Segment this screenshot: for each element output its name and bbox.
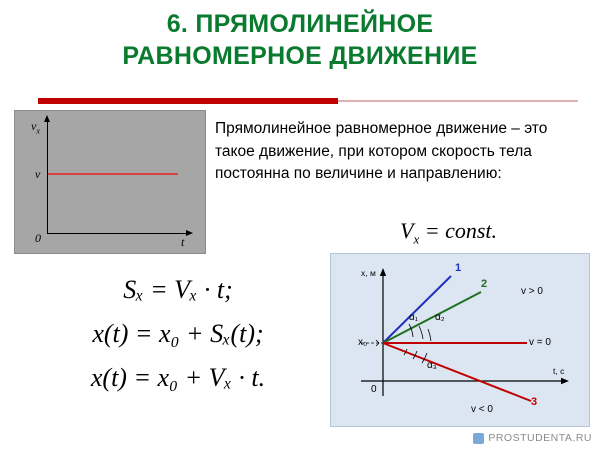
coordinate-graph-x-label: t, c	[553, 366, 565, 376]
legend-v-negative: v < 0	[471, 404, 493, 415]
title-divider	[38, 98, 578, 106]
coordinate-graph-line-2-label: 2	[481, 278, 488, 290]
coordinate-graph-origin-label: 0	[371, 384, 377, 395]
watermark	[473, 432, 592, 444]
formula-v-subscript: x	[413, 231, 420, 247]
divider-thick	[38, 98, 338, 104]
velocity-graph-y-label: $v_x$	[31, 119, 40, 136]
coordinate-graph-x0-label: x₀	[358, 337, 368, 348]
velocity-time-graph	[14, 110, 206, 254]
velocity-constant-line	[48, 173, 178, 175]
title-line-2: РАВНОМЕРНОЕ ДВИЖЕНИЕ	[122, 42, 478, 70]
formula-position-v: x(t) = x₀ + Vₓ · t.	[90, 363, 266, 392]
coordinate-graph-y-label: x, м	[361, 268, 376, 278]
coordinate-time-graph	[330, 253, 590, 427]
formula-displacement: Sₓ = Vₓ · t;	[123, 275, 233, 304]
angle-label-alpha2: α₂	[435, 312, 445, 323]
velocity-graph-x-axis	[47, 233, 187, 234]
formula-v-symbol: V	[400, 218, 414, 243]
legend-v-zero: v = 0	[529, 337, 551, 348]
coordinate-graph-line-1-label: 1	[455, 262, 462, 274]
angle-label-alpha3: α₃	[427, 360, 437, 371]
page-title	[0, 8, 600, 72]
definition-text: Прямолинейное равномерное движение – это такое движение, при котором скорость тела постоянна по величине и направлению:	[215, 120, 548, 182]
velocity-graph-x-label: t	[181, 235, 185, 249]
legend-v-positive: v > 0	[521, 286, 543, 297]
formula-v-const	[400, 218, 497, 247]
watermark-text: PROSTUDENTA.RU	[488, 432, 592, 444]
formula-list	[28, 268, 328, 400]
velocity-graph-origin-label: 0	[35, 231, 41, 245]
divider-thin	[338, 100, 578, 102]
velocity-graph-y-axis	[47, 121, 48, 233]
formula-v-rest: = const.	[419, 218, 498, 243]
angle-label-alpha1: α₁	[409, 312, 419, 323]
title-line-1: 6. ПРЯМОЛИНЕЙНОЕ	[166, 10, 434, 38]
watermark-badge-icon	[473, 433, 484, 444]
coordinate-graph-line-3-label: 3	[531, 396, 538, 408]
velocity-graph-value-label: v	[35, 167, 41, 181]
formula-position-s: x(t) = x₀ + Sₓ(t);	[92, 319, 264, 348]
